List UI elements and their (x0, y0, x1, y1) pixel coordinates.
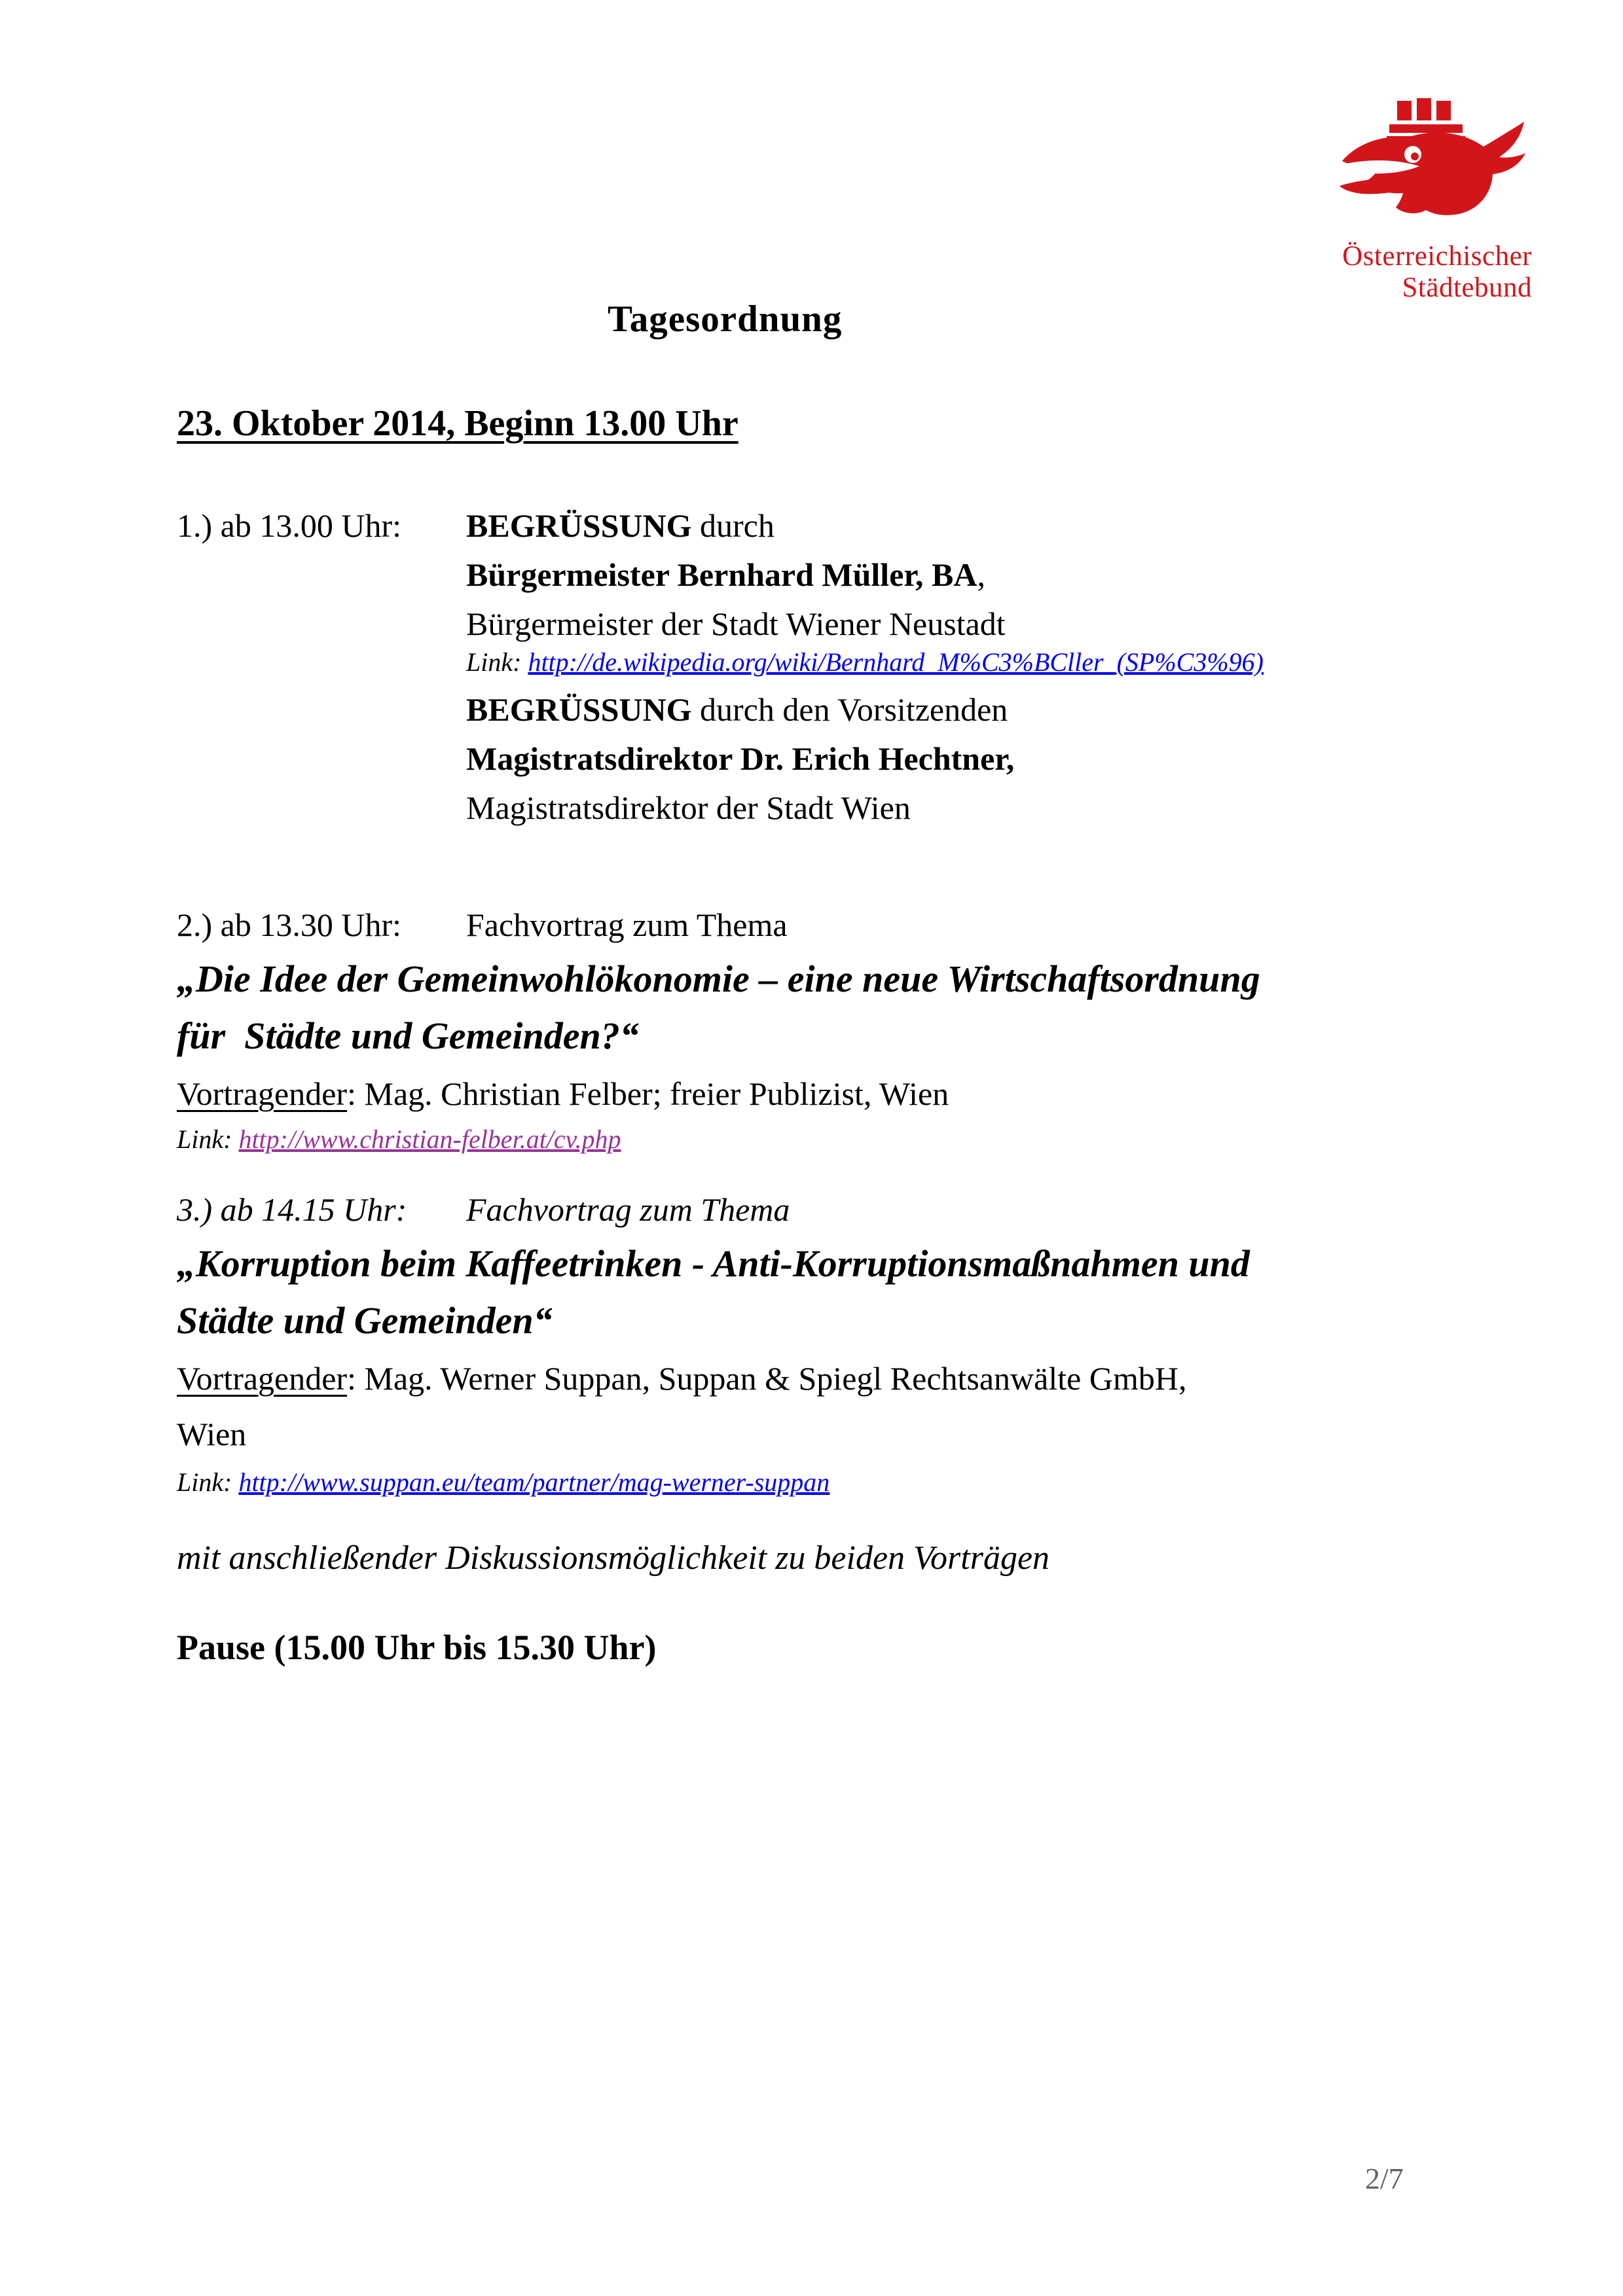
link-label: Link: (466, 647, 522, 677)
link-label: Link: (177, 1467, 232, 1497)
pause-line: Pause (15.00 Uhr bis 15.30 Uhr) (177, 1628, 657, 1667)
spacer (466, 679, 1264, 685)
item1-time-label: 1.) ab 13.00 Uhr: (177, 507, 401, 544)
item3-speaker: Vortragender: Mag. Werner Suppan, Suppan & Spiegl Rechtsanwälte GmbH, (177, 1360, 1187, 1397)
page-title: Tagesordnung (608, 298, 843, 340)
staedtebund-griffin-icon (1336, 98, 1532, 237)
logo (1257, 98, 1532, 304)
item2-theme-line1: „Die Idee der Gemeinwohlökonomie – eine neue Wirtschaftsordnung (177, 958, 1260, 1000)
item3-speaker-city: Wien (177, 1416, 247, 1452)
greeting2-role: Magistratsdirektor der Stadt Wien (466, 789, 911, 826)
greeting1-name: Bürgermeister Bernhard Müller, BA, (466, 556, 985, 593)
christian-felber-link[interactable]: http://www.christian-felber.at/cv.php (238, 1124, 621, 1154)
suppan-link[interactable]: http://www.suppan.eu/team/partner/mag-werner-suppan (238, 1467, 830, 1497)
item2-speaker: Vortragender: Mag. Christian Felber; freier Publizist, Wien (177, 1075, 949, 1112)
item2-time-label: 2.) ab 13.30 Uhr: (177, 906, 401, 943)
greeting1-link-line (466, 646, 1264, 679)
date-heading: 23. Oktober 2014, Beginn 13.00 Uhr (177, 403, 739, 444)
greeting1-line: BEGRÜSSUNG durch (466, 507, 775, 544)
agenda-item-1 (177, 501, 1460, 833)
logo-text-line2: Städtebund (1402, 272, 1532, 303)
item2-link-line (177, 1123, 1460, 1156)
logo-text-line1: Österreichischer (1342, 241, 1532, 272)
item2-type-label: Fachvortrag zum Thema (466, 906, 788, 943)
wikipedia-link[interactable]: http://de.wikipedia.org/wiki/Bernhard_M%C3%BCller_(SP%C3%96) (528, 647, 1264, 677)
agenda-item-2 (177, 901, 1460, 1156)
item3-link-line (177, 1466, 1460, 1499)
item3-theme-line1: „Korruption beim Kaffeetrinken - Anti-Korruptionsmaßnahmen und (177, 1242, 1250, 1285)
agenda-item-3 (177, 1185, 1460, 1499)
discussion-note: mit anschließender Diskussionsmöglichkeit zu beiden Vorträgen (177, 1539, 1050, 1577)
page-number: 2/7 (1365, 2162, 1404, 2195)
greeting1-role: Bürgermeister der Stadt Wiener Neustadt (466, 605, 1006, 642)
item3-theme-line2: Städte und Gemeinden“ (177, 1299, 553, 1342)
link-label: Link: (177, 1124, 232, 1154)
item3-time-label: 3.) ab 14.15 Uhr: (177, 1191, 407, 1228)
item3-type-label: Fachvortrag zum Thema (466, 1191, 790, 1228)
greeting2-name: Magistratsdirektor Dr. Erich Hechtner, (466, 740, 1015, 777)
item2-theme-line2: für Städte und Gemeinden?“ (177, 1014, 639, 1057)
greeting2-line: BEGRÜSSUNG durch den Vorsitzenden (466, 691, 1008, 728)
